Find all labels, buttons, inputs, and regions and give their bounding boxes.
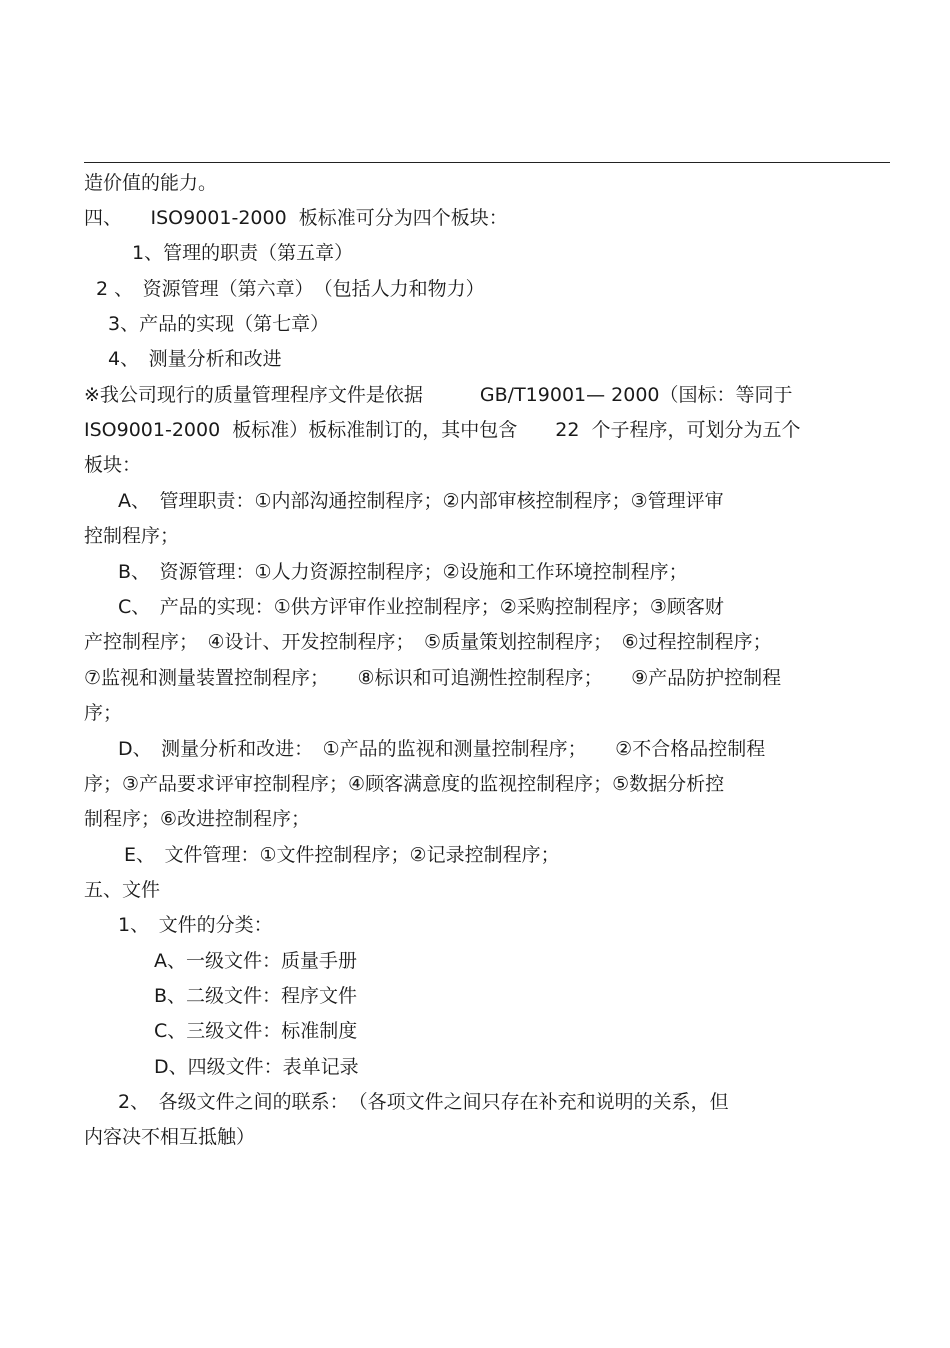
paragraph-line-3: 板块： <box>84 454 142 476</box>
doc-level-1: A、一级文件：质量手册 <box>154 950 357 972</box>
block-c-line-3: ⑦监视和测量装置控制程序； ⑧标识和可追溯性控制程序； ⑨产品防护控制程 <box>84 667 782 689</box>
text-line-1: 造价值的能力。 <box>84 172 218 194</box>
list-item-3: 3、产品的实现（第七章） <box>108 313 330 335</box>
list-item-1: 1、管理的职责（第五章） <box>132 242 354 264</box>
block-d-line-3: 制程序；⑥改进控制程序； <box>84 808 311 830</box>
doc-level-2: B、二级文件：程序文件 <box>154 985 358 1007</box>
block-d-line-1: D、 测量分析和改进： ①产品的监视和测量控制程序； ②不合格品控制程 <box>118 738 766 760</box>
block-a-line-1: A、 管理职责：①内部沟通控制程序；②内部审核控制程序；③管理评审 <box>118 490 724 512</box>
section-four-heading: 四、 ISO9001-2000 板标准可分为四个板块： <box>84 207 508 229</box>
list-item-4: 4、 测量分析和改进 <box>108 348 282 370</box>
block-a-line-2: 控制程序； <box>84 525 180 547</box>
block-d-line-2: 序；③产品要求评审控制程序；④顾客满意度的监视控制程序；⑤数据分析控 <box>84 773 725 795</box>
doc-level-3: C、三级文件：标准制度 <box>154 1020 358 1042</box>
block-b-line: B、 资源管理：①人力资源控制程序；②设施和工作环境控制程序； <box>118 561 688 583</box>
doc-relation-line-1: 2、 各级文件之间的联系： （各项文件之间只存在补充和说明的关系，但 <box>118 1091 729 1113</box>
block-e-line: E、 文件管理：①文件控制程序；②记录控制程序； <box>124 844 560 866</box>
section-five-heading: 五、文件 <box>84 879 161 901</box>
block-c-line-2: 产控制程序； ④设计、开发控制程序； ⑤质量策划控制程序； ⑥过程控制程序； <box>84 631 772 653</box>
doc-level-4: D、四级文件：表单记录 <box>154 1056 359 1078</box>
paragraph-line-2: ISO9001-2000 板标准）板标准制订的，其中包含 22 个子程序，可划分为五个 <box>84 419 801 441</box>
block-c-line-4: 序； <box>84 702 123 724</box>
list-item-2: 2 、 资源管理（第六章） （包括人力和物力） <box>96 278 485 300</box>
paragraph-line-1: ※我公司现行的质量管理程序文件是依据 GB/T19001— 2000（国标：等同于 <box>84 384 793 406</box>
block-c-line-1: C、 产品的实现：①供方评审作业控制程序；②采购控制程序；③顾客财 <box>118 596 724 618</box>
header-rule <box>84 162 890 163</box>
doc-relation-line-2: 内容决不相互抵触） <box>84 1126 256 1148</box>
doc-classification-heading: 1、 文件的分类： <box>118 914 273 936</box>
